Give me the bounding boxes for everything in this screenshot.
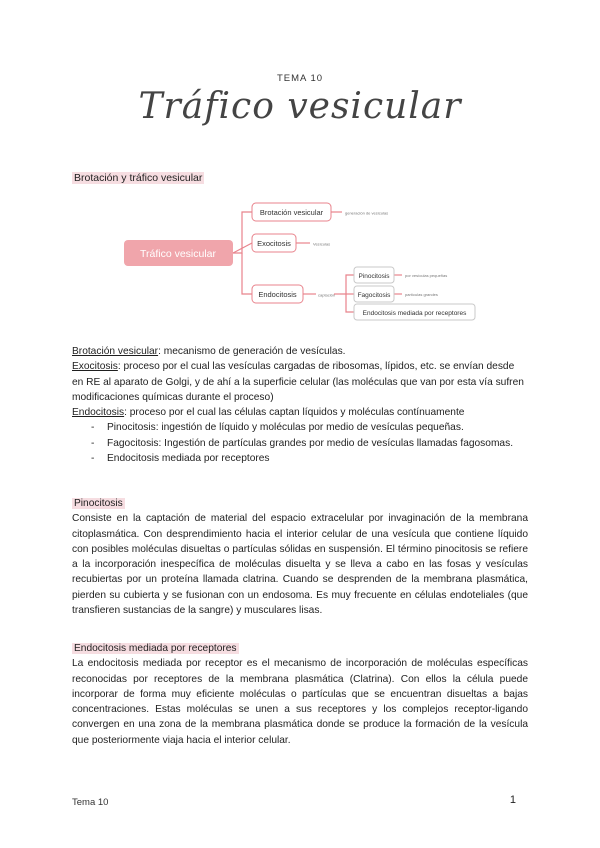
edge-root-brotacion bbox=[233, 212, 252, 253]
section-heading-brotacion: Brotación y tráfico vesicular bbox=[74, 172, 203, 184]
list-item: - Pinocitosis: ingestión de líquido y moléculas por medio de vesículas pequeñas. bbox=[91, 420, 528, 435]
def-exocitosis: Exocitosis: proceso por el cual las vesículas cargadas de ribosomas, lípidos, etc. se envían desde en RE al aparato de Golgi, y de ahí a la superficie celular (las moléculas que van por esta vía sufren modificaciones químicas durante el proceso) bbox=[72, 361, 524, 403]
edge-endo-mediada bbox=[346, 294, 354, 312]
mindmap-diagram bbox=[0, 190, 600, 330]
mindmap-node-endocitosis-label: Endocitosis bbox=[258, 290, 297, 299]
edge-endo-pino bbox=[340, 275, 354, 294]
mediada-paragraph: La endocitosis mediada por receptor es el mecanismo de incorporación de moléculas específicas reconocidas por receptores de la membrana plasmática (Clatrina). Con ellos la célula puede incorporar de forma muy eficiente moléculas o partículas que se encuentran disueltas a bajas concentraciones. Estas moléculas se unen a sus receptores y los complejos receptor-ligando convergen en una zona de la membrana plasmática donde se produce la formación de la vesícula que posteriormente viaja hacia el interior celular. bbox=[72, 658, 528, 746]
mindmap-note-brotacion: generación de vesículas bbox=[345, 210, 389, 216]
mindmap-note-exocitosis: Vesículas bbox=[313, 241, 331, 247]
mindmap-note-endocitosis: captación bbox=[318, 292, 336, 298]
footer-label: Tema 10 bbox=[72, 797, 109, 808]
mediada-section bbox=[72, 641, 528, 748]
mindmap-node-fagocitosis-label: Fagocitosis bbox=[357, 292, 391, 299]
section-heading-mediada: Endocitosis mediada por receptores bbox=[74, 643, 237, 654]
page-title: Tráfico vesicular bbox=[138, 86, 462, 127]
def-brotacion: Brotación vesicular: mecanismo de generación de vesículas. bbox=[72, 346, 346, 357]
mindmap-note-pinocitosis: por vesículas pequeñas bbox=[405, 273, 448, 278]
def-endocitosis: Endocitosis: proceso por el cual las células captan líquidos y moléculas contínuamente bbox=[72, 407, 465, 419]
list-item: - Endocitosis mediada por receptores bbox=[91, 451, 528, 466]
mindmap-node-exocitosis-label: Exocitosis bbox=[257, 239, 291, 248]
section-heading-pinocitosis: Pinocitosis bbox=[74, 498, 123, 509]
definitions-block bbox=[72, 344, 528, 466]
mindmap-root-label: Tráfico vesicular bbox=[139, 248, 217, 260]
topic-number: TEMA 10 bbox=[276, 73, 324, 84]
page-number: 1 bbox=[509, 794, 516, 806]
mindmap-node-pinocitosis-label: Pinocitosis bbox=[358, 273, 390, 280]
mindmap-node-brotacion-label: Brotación vesicular bbox=[259, 208, 324, 217]
mindmap-node-mediada-label: Endocitosis mediada por receptores bbox=[362, 310, 467, 317]
list-item: - Fagocitosis: Ingestión de partículas grandes por medio de vesículas llamadas fagosomas. bbox=[91, 436, 528, 451]
pinocitosis-section bbox=[72, 496, 528, 618]
endocitosis-list bbox=[72, 420, 528, 466]
pinocitosis-paragraph: Consiste en la captación de material del espacio extracelular por invaginación de la membrana citoplasmática. Con desprendimiento hacia el interior celular de una vesícula que contiene líquido con posibles moléculas disueltas o partículas sólidas en suspensión. El término pinocitosis se refiere a la incorporación inespecífica de moléculas disuelta y se lleva a cabo en las fosas y vesículas recubiertas por un proteína llamada clatrina. Cuando se desprenden de la membrana plasmática, pierden su cubierta y se fusionan con un endosoma. Es muy frecuente en células endoteliales (que transfieren sustancias de la sangre) y musculares lisas. bbox=[72, 513, 528, 617]
mindmap-note-fagocitosis: partículas grandes bbox=[405, 292, 438, 297]
edge-root-endocitosis bbox=[242, 253, 252, 294]
